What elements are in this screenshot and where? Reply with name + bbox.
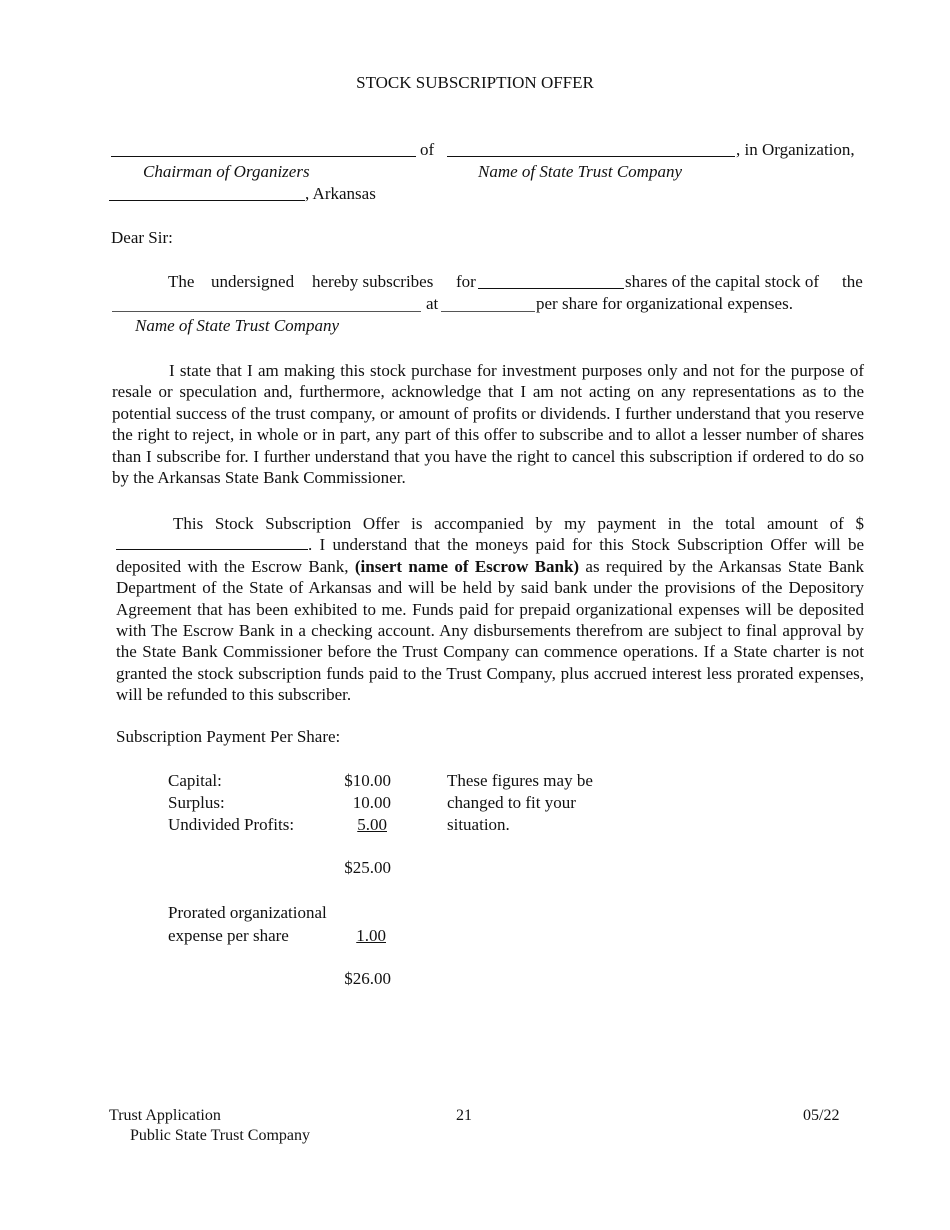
page-title: STOCK SUBSCRIPTION OFFER: [356, 73, 594, 92]
company-name-blank[interactable]: [447, 156, 735, 157]
payment-line1: This Stock Subscription Offer is accompanied by my payment in the total amount of: [173, 514, 844, 533]
salutation: Dear Sir:: [111, 228, 173, 247]
city-blank[interactable]: [109, 200, 305, 201]
surplus-value: 10.00: [352, 793, 391, 812]
trust-company-label: Name of State Trust Company: [135, 316, 340, 335]
escrow-bank-insert: (insert name of Escrow Bank): [354, 556, 580, 576]
total-value: $26.00: [344, 969, 391, 988]
shares-count-blank[interactable]: [478, 288, 624, 289]
subscribe-word-the: The: [168, 272, 195, 291]
payment-after-blank: . I understand that the moneys paid for this Stock Subscription Offer will be deposited with the Escrow Bank,: [116, 535, 864, 576]
capital-value: $10.00: [344, 771, 391, 790]
undivided-profits-label: Undivided Profits:: [168, 815, 295, 834]
footer-date: 05/22: [803, 1107, 840, 1124]
in-organization-text: , in Organization,: [736, 140, 855, 159]
footer-left-2: Public State Trust Company: [130, 1127, 311, 1144]
shares-text: shares of the capital stock of: [625, 272, 820, 291]
capital-label: Capital:: [168, 771, 222, 790]
per-share-text: per share for organizational expenses.: [536, 294, 793, 313]
chairman-label: Chairman of Organizers: [143, 162, 310, 181]
subscribe-word-for: for: [456, 272, 476, 291]
prorated-label-1: Prorated organizational: [168, 903, 327, 922]
of-text: of: [420, 140, 435, 159]
investment-paragraph: [112, 360, 864, 488]
subscribe-word-undersigned: undersigned: [211, 272, 295, 291]
surplus-label: Surplus:: [168, 793, 225, 812]
dollar-sign: $: [855, 514, 865, 533]
arkansas-text: , Arkansas: [305, 184, 376, 203]
the-word: the: [842, 272, 863, 291]
investment-text: I state that I am making this stock purchase for investment purposes only and not for the purpose of resale or speculation and, furthermore, acknowledge that I am not acting on any representations as to the potential success of the trust company, or amount of profits or dividends. I further understand that you reserve the right to reject, in whole or in part, any part of this offer to subscribe and to allot a lesser number of shares than I subscribe for. I further understand that you have the right to cancel this subscription if ordered to do so by the Arkansas State Bank Commissioner.: [112, 361, 864, 488]
trust-company-blank[interactable]: [112, 311, 421, 312]
subscribe-word-hereby: hereby subscribes: [312, 272, 434, 291]
page-number: 21: [456, 1107, 472, 1124]
undivided-profits-value: 5.00: [357, 815, 387, 834]
payment-paragraph: [116, 513, 864, 706]
company-name-label: Name of State Trust Company: [478, 162, 683, 181]
payment-amount-blank[interactable]: [116, 535, 308, 550]
note-line-1: These figures may be: [447, 771, 593, 790]
chairman-blank[interactable]: [111, 156, 416, 157]
footer-left-1: Trust Application: [109, 1107, 221, 1124]
price-blank[interactable]: [441, 311, 535, 312]
prorated-value: 1.00: [356, 926, 386, 945]
payment-heading: Subscription Payment Per Share:: [116, 727, 341, 746]
at-text: at: [426, 294, 439, 313]
subtotal-value: $25.00: [344, 858, 391, 877]
note-line-2: changed to fit your: [447, 793, 576, 812]
prorated-label-2: expense per share: [168, 926, 289, 945]
note-line-3: situation.: [447, 815, 510, 834]
payment-rest: as required by the Arkansas State Bank Department of the State of Arkansas and will be held by said bank under the provisions of the Depository Agreement that has been exhibited to me. Funds paid for prepaid organizational expenses will be deposited with The Escrow Bank in a checking account. Any disbursements therefrom are subject to final approval by the State Bank Commissioner before the Trust Company can commence operations. If a State charter is not granted the stock subscription funds paid to the Trust Company, plus accrued interest less prorated expenses, will be refunded to this subscriber.: [116, 556, 865, 705]
